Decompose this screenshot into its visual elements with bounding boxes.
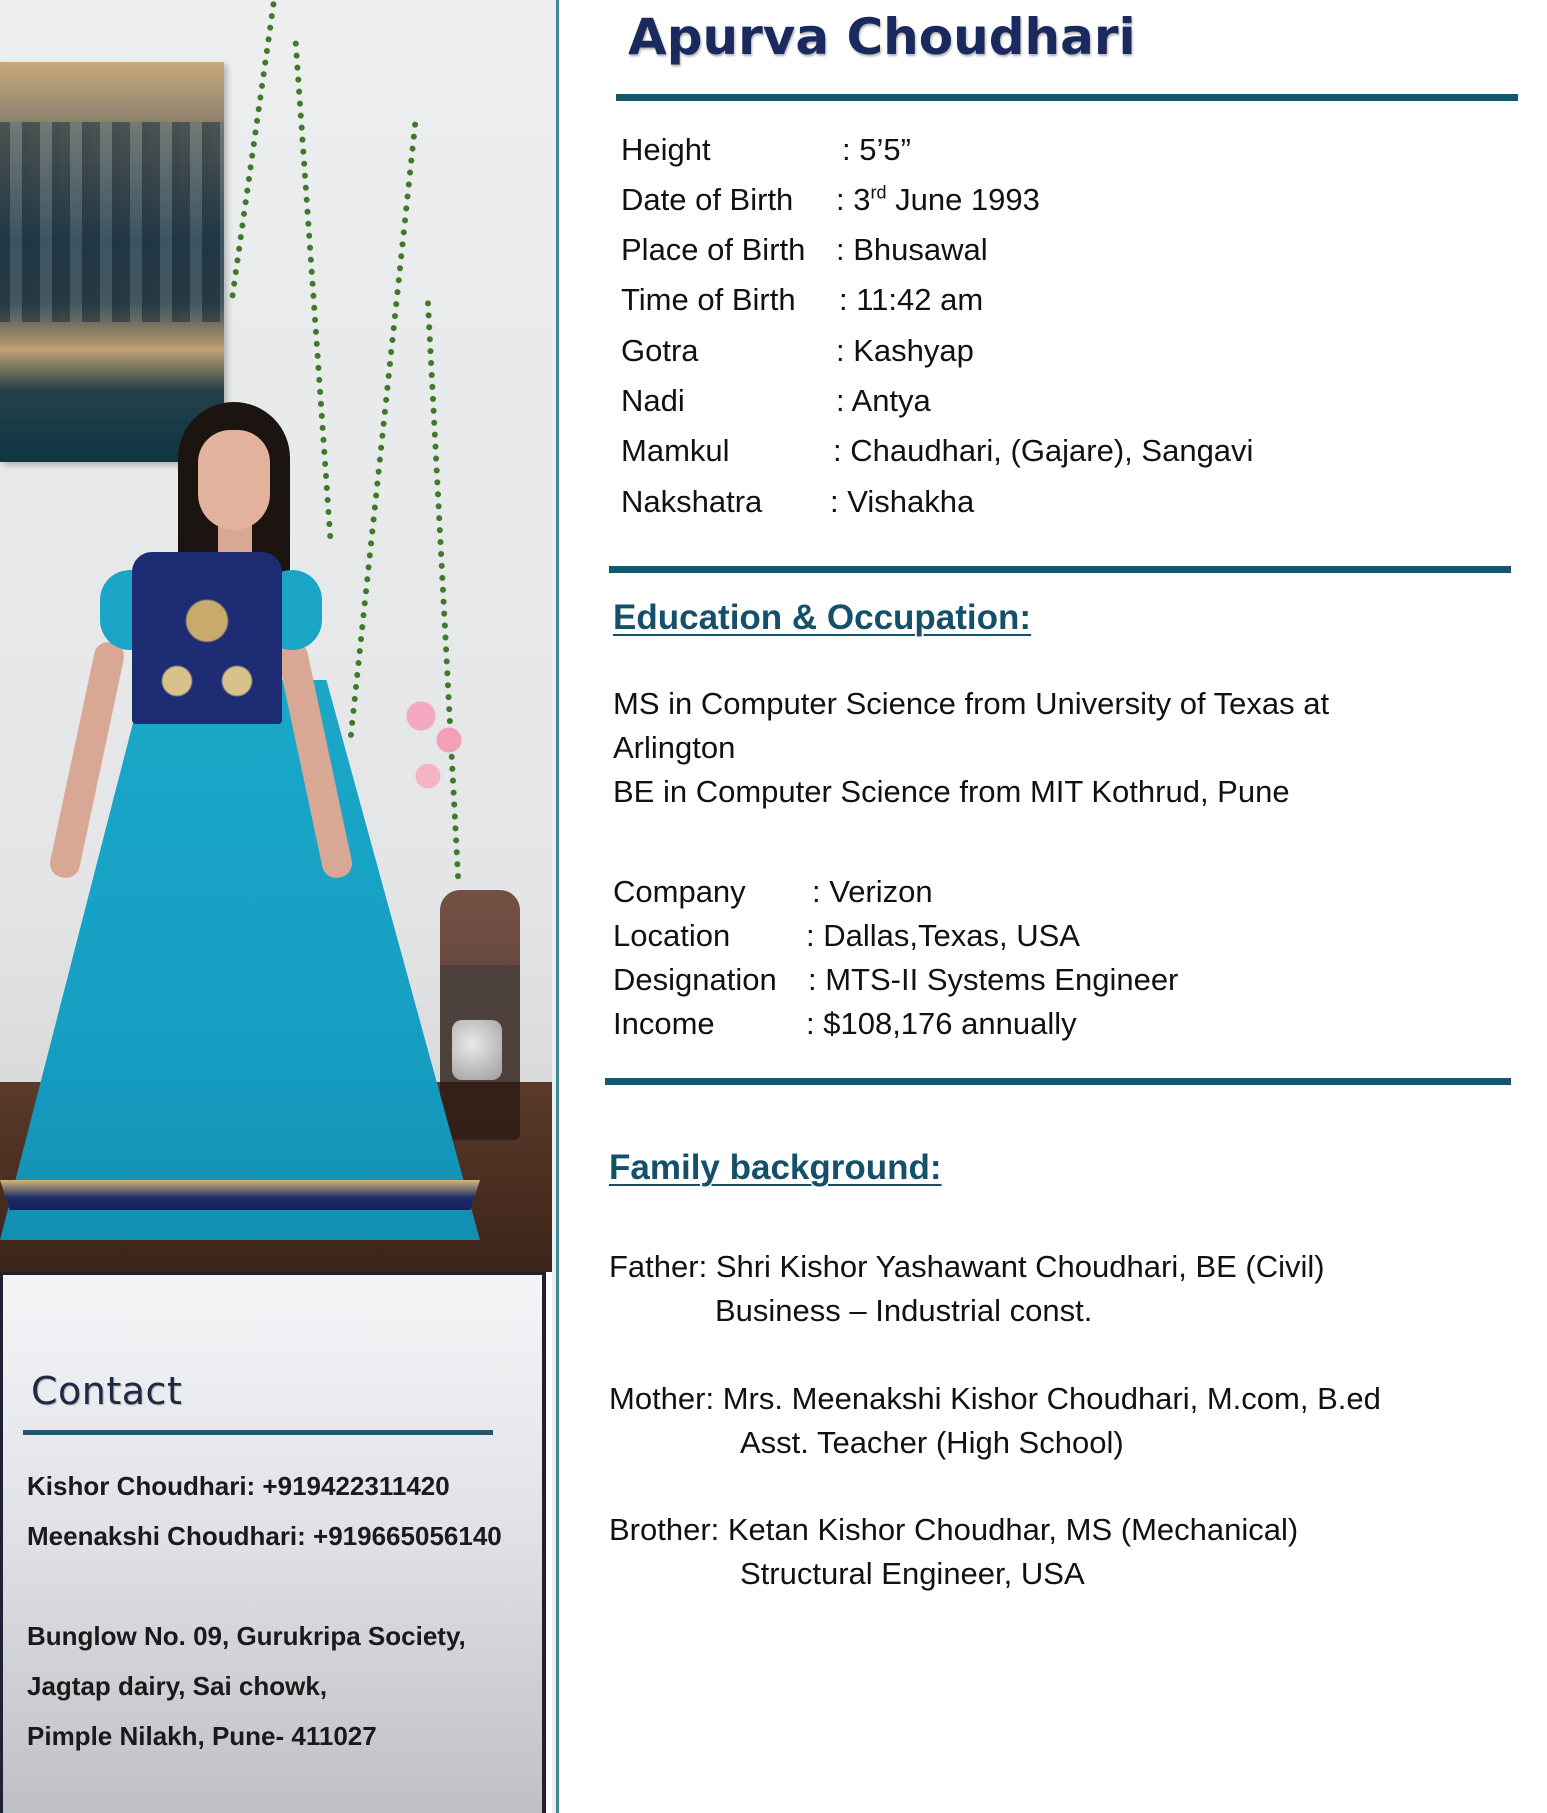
tob-label: Time of Birth	[621, 282, 796, 317]
education-line-3: BE in Computer Science from MIT Kothrud, Pune	[613, 774, 1290, 809]
mother-line-2: Asst. Teacher (High School)	[740, 1425, 1124, 1460]
nakshatra-value: : Vishakha	[830, 484, 975, 519]
face	[198, 430, 270, 530]
section-rule-1	[609, 566, 1511, 573]
company-value: : Verizon	[812, 874, 933, 909]
profile-photo	[0, 0, 552, 1272]
dob-label: Date of Birth	[621, 182, 794, 217]
contact-phone-2: Meenakshi Choudhari: +919665056140	[27, 1521, 502, 1551]
family-title: Family background:	[609, 1148, 942, 1187]
father-line-1: Father: Shri Kishor Yashawant Choudhari, BE (Civil)	[609, 1249, 1325, 1284]
contact-panel	[0, 1272, 546, 1813]
candidate-name: Apurva Choudhari	[628, 8, 1136, 66]
education-line-2: Arlington	[613, 730, 736, 765]
header-rule	[616, 94, 1518, 101]
income-label: Income	[613, 1006, 715, 1041]
location-value: : Dallas,Texas, USA	[806, 918, 1080, 953]
father-line-2: Business – Industrial const.	[715, 1293, 1093, 1328]
contact-phone-1: Kishor Choudhari: +919422311420	[27, 1471, 450, 1501]
wall-painting	[0, 62, 224, 462]
contact-address-line-1: Bunglow No. 09, Gurukripa Society,	[27, 1621, 466, 1651]
gotra-label: Gotra	[621, 333, 699, 368]
brother-line-1: Brother: Ketan Kishor Choudhar, MS (Mechanical)	[609, 1512, 1299, 1547]
height-label: Height	[621, 132, 711, 167]
contact-address-line-2: Jagtap dairy, Sai chowk,	[27, 1671, 328, 1701]
nadi-label: Nadi	[621, 383, 685, 418]
dob-value: : 3rd June 1993	[836, 182, 1040, 217]
mamkul-label: Mamkul	[621, 433, 730, 468]
height-value: : 5’5”	[842, 132, 911, 167]
designation-value: : MTS-II Systems Engineer	[808, 962, 1179, 997]
contact-divider	[23, 1430, 493, 1435]
gotra-value: : Kashyap	[836, 333, 974, 368]
contact-address-line-3: Pimple Nilakh, Pune- 411027	[27, 1721, 377, 1751]
mamkul-value: : Chaudhari, (Gajare), Sangavi	[833, 433, 1254, 468]
designation-label: Designation	[613, 962, 777, 997]
contact-title: Contact	[31, 1369, 183, 1413]
tob-value: : 11:42 am	[839, 282, 984, 317]
pob-label: Place of Birth	[621, 232, 806, 267]
company-label: Company	[613, 874, 746, 909]
nadi-value: : Antya	[836, 383, 931, 418]
brother-line-2: Structural Engineer, USA	[740, 1556, 1085, 1591]
column-divider	[556, 0, 559, 1813]
pob-value: : Bhusawal	[836, 232, 988, 267]
section-rule-2	[605, 1078, 1511, 1085]
education-title: Education & Occupation:	[613, 598, 1032, 637]
income-value: : $108,176 annually	[806, 1006, 1077, 1041]
education-line-1: MS in Computer Science from University of Texas at	[613, 686, 1330, 721]
nakshatra-label: Nakshatra	[621, 484, 763, 519]
location-label: Location	[613, 918, 731, 953]
mother-line-1: Mother: Mrs. Meenakshi Kishor Choudhari, M.com, B.ed	[609, 1381, 1381, 1416]
